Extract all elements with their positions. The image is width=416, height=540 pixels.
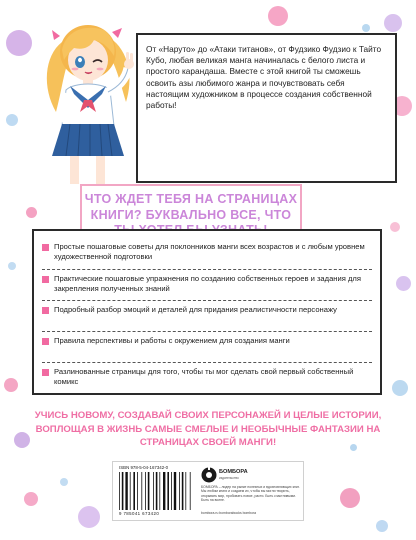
dashed-divider bbox=[42, 331, 372, 332]
features-box bbox=[32, 229, 382, 395]
decor-dot bbox=[390, 222, 400, 232]
barcode-bar bbox=[171, 472, 172, 510]
feature-item bbox=[42, 336, 374, 346]
barcode-area bbox=[117, 465, 195, 519]
feature-item bbox=[42, 305, 374, 315]
bullet-square-icon bbox=[42, 276, 49, 283]
bullet-square-icon bbox=[42, 307, 49, 314]
barcode-bar bbox=[185, 472, 186, 510]
publisher-info-panel bbox=[112, 461, 304, 521]
publisher-note: БОМБОРА – лидер на рынке полезных и вдохновляющих книг. Мы любим книги и создаем их, чтобы вы могли творить, открывать мир, пробовать новое, расти. Быть счастливыми. Быть на волне. bbox=[201, 485, 300, 502]
decor-dot bbox=[396, 276, 411, 291]
decor-dot bbox=[376, 520, 388, 532]
barcode-bar bbox=[141, 472, 142, 510]
bullet-square-icon bbox=[42, 369, 49, 376]
brand-name: БОМБОРА bbox=[219, 469, 248, 475]
barcode-bar bbox=[153, 472, 154, 510]
dashed-divider bbox=[42, 362, 372, 363]
feature-item bbox=[42, 274, 374, 294]
barcode-bar bbox=[130, 472, 131, 510]
barcode-bar bbox=[137, 472, 138, 510]
question-banner: ЧТО ЖДЕТ ТЕБЯ НА СТРАНИЦАХ КНИГИ? БУКВАЛЬНО ВСЕ, ЧТО bbox=[80, 184, 302, 241]
barcode-bar bbox=[145, 472, 146, 510]
bombora-logo-icon bbox=[201, 467, 217, 483]
isbn-text: ISBN 978-5-04-167342-0 bbox=[119, 465, 169, 470]
barcode-bar bbox=[179, 472, 180, 510]
barcode-bar bbox=[174, 472, 176, 510]
feature-item bbox=[42, 242, 374, 262]
decor-dot bbox=[384, 14, 402, 32]
barcode-bar bbox=[156, 472, 158, 510]
intro-text: От «Наруто» до «Атаки титанов», от Фудзико Фудзио к Тайто Кубо, любая великая манга начиналась с белого листа и простого карандаша. Вместе с этой книгой ты сможешь освоить азы любимого жанра и почувствовать себя настоящим художником в процессе создания собственной работы! bbox=[146, 44, 382, 111]
intro-box bbox=[136, 33, 397, 183]
brand-tagline: издательство bbox=[219, 476, 239, 480]
decor-dot bbox=[24, 492, 38, 506]
barcode-bar bbox=[190, 472, 191, 510]
bullet-square-icon bbox=[42, 244, 49, 251]
decor-dot bbox=[8, 262, 16, 270]
feature-text: Подробный разбор эмоций и деталей для придания реалистичности персонажу bbox=[54, 305, 337, 314]
barcode-bar bbox=[159, 472, 160, 510]
feature-text: Разлинованные страницы для того, чтобы ты мог сделать свой первый собственный комикс bbox=[54, 367, 354, 387]
barcode-bar bbox=[133, 472, 135, 510]
barcode-number: 9 785041 673420 bbox=[119, 511, 160, 516]
decor-dot bbox=[6, 30, 32, 56]
anime-girl-illustration bbox=[40, 16, 148, 186]
feature-item bbox=[42, 367, 374, 387]
barcode-bar bbox=[148, 472, 150, 510]
feature-text: Правила перспективы и работы с окружением для создания манги bbox=[54, 336, 290, 345]
decor-dot bbox=[268, 6, 288, 26]
decor-dot bbox=[4, 378, 18, 392]
decor-dot bbox=[60, 478, 68, 486]
bullet-square-icon bbox=[42, 338, 49, 345]
barcode-bar bbox=[163, 472, 165, 510]
barcode-icon bbox=[119, 472, 193, 510]
tagline: УЧИСЬ НОВОМУ, СОЗДАВАЙ СВОИХ ПЕРСОНАЖЕЙ И ЦЕЛЫЕ ИСТОРИИ, ВОПЛОЩАЯ В ЖИЗНЬ САМЫЕ СМЕЛЫЕ И НЕОБЫЧНЫЕ ФАНТАЗИИ НА СТРАНИЦАХ СВОЕЙ МАНГИ! bbox=[34, 410, 382, 449]
decor-dot bbox=[340, 488, 360, 508]
decor-dot bbox=[14, 432, 30, 448]
barcode-bar bbox=[125, 472, 127, 510]
barcode-bar bbox=[167, 472, 169, 510]
decor-dot bbox=[6, 114, 18, 126]
barcode-bar bbox=[122, 472, 124, 510]
feature-text: Практические пошаговые упражнения по созданию собственных героев и задания для закрепления полученных знаний bbox=[54, 274, 361, 294]
dashed-divider bbox=[42, 300, 372, 301]
barcode-bar bbox=[182, 472, 184, 510]
social-links: bombora.ru bomborabooks bombora bbox=[201, 511, 257, 515]
feature-text: Простые пошаговые советы для поклонников манги всех возрастов и с любым уровнем художественной подготовки bbox=[54, 242, 365, 262]
barcode-bar bbox=[119, 472, 120, 510]
decor-dot bbox=[26, 207, 37, 218]
decor-dot bbox=[392, 380, 408, 396]
decor-dot bbox=[362, 24, 370, 32]
dashed-divider bbox=[42, 269, 372, 270]
decor-dot bbox=[78, 506, 100, 528]
